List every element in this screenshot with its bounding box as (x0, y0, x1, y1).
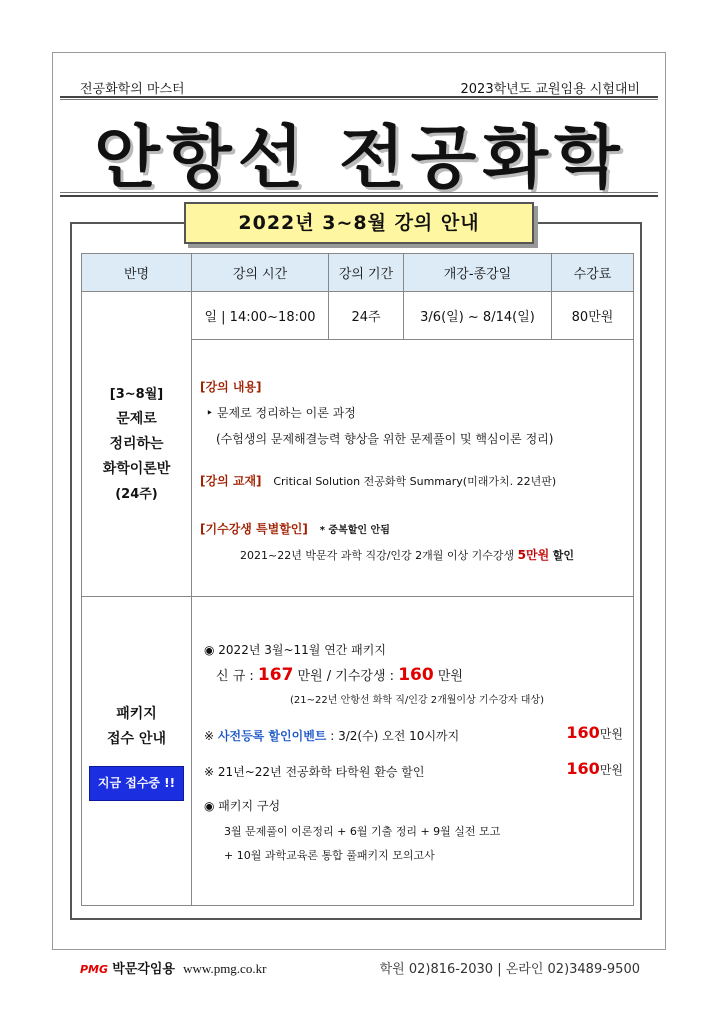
page-title: 안항선 전공화학 (94, 119, 626, 198)
early-bird-deadline: : 3/2(수) 오전 10시까지 (330, 729, 460, 743)
pmg-logo: PMG (80, 963, 109, 976)
new-label: 신 규 : (216, 669, 254, 684)
discount-detail (240, 546, 574, 563)
transfer-price (566, 759, 623, 778)
course-term: [3~8월] (109, 386, 164, 402)
course-details (192, 340, 634, 597)
course-duration: (24주) (115, 486, 158, 502)
package-composition-line: + 10월 과학교육론 통합 풀패키지 모의고사 (224, 849, 435, 862)
divider (60, 192, 658, 193)
early-bird-row (204, 727, 459, 744)
discount-row (200, 520, 390, 537)
footer-contact: 학원 02)816-2030 | 온라인 02)3489-9500 (379, 962, 640, 977)
header-cell: 강의 시간 (192, 254, 329, 292)
course-table (81, 253, 634, 906)
note-mark: ※ (204, 729, 215, 743)
package-composition-title: ◉ 패키지 구성 (204, 799, 281, 813)
header-exam-year: 2023학년도 교원임용 시험대비 (460, 82, 640, 97)
discount-suffix: 할인 (552, 549, 574, 562)
lecture-time: 일 | 14:00~18:00 (192, 292, 329, 340)
package-annual-note: (21~22년 안항선 화학 직/인강 2개월이상 기수강자 대상) (290, 695, 544, 706)
price-unit: 만원 (599, 763, 623, 777)
registration-open-badge: 지금 접수중 !! (89, 766, 184, 801)
header-cell: 개강-종강일 (404, 254, 552, 292)
course-banner: 2022년 3~8월 강의 안내 (184, 202, 534, 244)
discount-amount: 5만원 (517, 548, 550, 562)
price-unit: 만원 (437, 669, 463, 684)
brand-name: 박문각임용 (112, 962, 175, 977)
table-row (82, 292, 634, 340)
package-name-line: 접수 안내 (107, 730, 166, 747)
early-bird-event: 사전등록 할인이벤트 (217, 729, 327, 743)
lecture-fee: 80만원 (552, 292, 634, 340)
package-annual-title: ◉ 2022년 3월~11월 연간 패키지 (204, 643, 386, 657)
package-name-line: 패키지 (116, 705, 157, 722)
course-name-line: 문제로 (116, 410, 157, 427)
content-item: ‣ 문제로 정리하는 이론 과정 (206, 406, 356, 420)
header-tagline: 전공화학의 마스터 (80, 82, 185, 97)
early-bird-price (566, 723, 623, 742)
course-name-line: 화학이론반 (102, 460, 171, 477)
divider (60, 195, 658, 197)
textbook-title: Critical Solution 전공화학 Summary(미래가치. 22년판) (273, 475, 557, 488)
new-price: 167 (257, 665, 294, 685)
header-cell: 수강료 (552, 254, 634, 292)
returning-price: 160 (398, 665, 434, 685)
course-name-line: 정리하는 (109, 435, 164, 452)
package-name-cell (82, 597, 192, 906)
table-header-row (82, 254, 634, 292)
price-mid: 만원 / 기수강생 : (297, 669, 395, 684)
package-composition-line: 3월 문제풀이 이론정리 + 6월 기출 정리 + 9월 실전 모고 (224, 825, 501, 838)
discount-label: [기수강생 특별할인] (200, 522, 308, 536)
lecture-period: 24주 (329, 292, 404, 340)
textbook-label: [강의 교재] (200, 474, 262, 488)
package-details (192, 597, 634, 906)
divider (60, 99, 658, 100)
textbook-row (200, 472, 556, 489)
footer-brand (80, 958, 266, 977)
divider (60, 96, 658, 98)
course-name-cell (82, 292, 192, 597)
price-unit: 만원 (599, 727, 623, 741)
transfer-discount: ※ 21년~22년 전공화학 타학원 환승 할인 (204, 765, 425, 779)
content-note: (수험생의 문제해결능력 향상을 위한 문제풀이 및 핵심이론 정리) (216, 432, 554, 446)
package-annual-price (216, 665, 463, 685)
transfer-amount: 160 (566, 759, 600, 778)
early-bird-amount: 160 (566, 723, 600, 742)
discount-note: * 중복할인 안됨 (319, 525, 390, 536)
lecture-dates: 3/6(일) ~ 8/14(일) (404, 292, 552, 340)
discount-text: 2021~22년 박문각 과학 직강/인강 2개월 이상 기수강생 (240, 549, 515, 562)
header-cell: 반명 (82, 254, 192, 292)
table-row (82, 597, 634, 906)
header-cell: 강의 기간 (329, 254, 404, 292)
content-label: [강의 내용] (200, 380, 262, 394)
website-link[interactable]: www.pmg.co.kr (183, 961, 267, 976)
